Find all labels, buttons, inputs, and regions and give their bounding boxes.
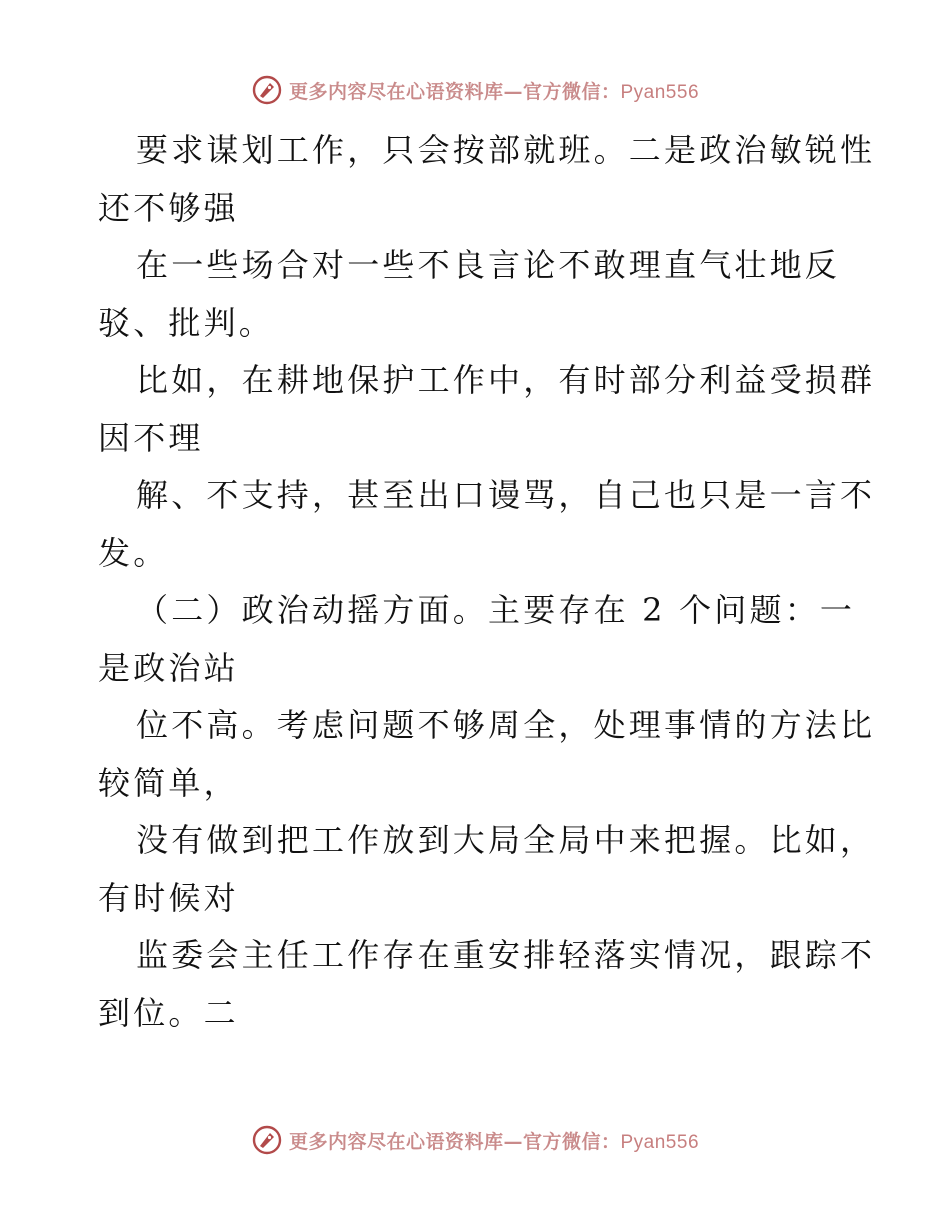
- document-body: [98, 122, 876, 1042]
- footer-banner-wechat-id: Pyan556: [620, 1131, 700, 1153]
- footer-banner-text: [289, 1127, 699, 1154]
- pen-nib-circle-icon: [251, 1124, 283, 1156]
- header-banner-text: [289, 77, 699, 104]
- header-banner: [0, 70, 950, 110]
- text-line: 到位。二: [98, 993, 239, 1032]
- text-line: 较简单，: [98, 763, 239, 802]
- text-line: 要求谋划工作，只会按部就班。二是政治敏锐性: [136, 131, 876, 169]
- text-line: 驳、批判。: [98, 303, 275, 342]
- header-banner-label: 更多内容尽在心语资料库—官方微信：: [288, 80, 621, 103]
- footer-banner-label: 更多内容尽在心语资料库—官方微信：: [288, 1130, 621, 1153]
- text-line: 发。: [98, 533, 169, 572]
- header-banner-wechat-id: Pyan556: [620, 81, 700, 103]
- text-line: 没有做到把工作放到大局全局中来把握。比如，: [136, 821, 876, 859]
- text-line: （二）政治动摇方面。主要存在 2 个问题：一: [136, 591, 856, 629]
- text-line: 在一些场合对一些不良言论不敢理直气壮地反: [136, 246, 841, 284]
- text-line: 是政治站: [98, 648, 239, 687]
- text-line: 位不高。考虑问题不够周全，处理事情的方法比: [136, 706, 876, 744]
- footer-banner: [0, 1120, 950, 1160]
- text-line: 解、不支持，甚至出口谩骂，自己也只是一言不: [136, 476, 876, 514]
- text-line: 还不够强: [98, 188, 239, 227]
- text-line: 有时候对: [98, 878, 239, 917]
- pen-nib-circle-icon: [251, 74, 283, 106]
- text-line: 因不理: [98, 418, 204, 457]
- text-line: 比如，在耕地保护工作中，有时部分利益受损群: [136, 361, 876, 399]
- text-line: 监委会主任工作存在重安排轻落实情况，跟踪不: [136, 936, 876, 974]
